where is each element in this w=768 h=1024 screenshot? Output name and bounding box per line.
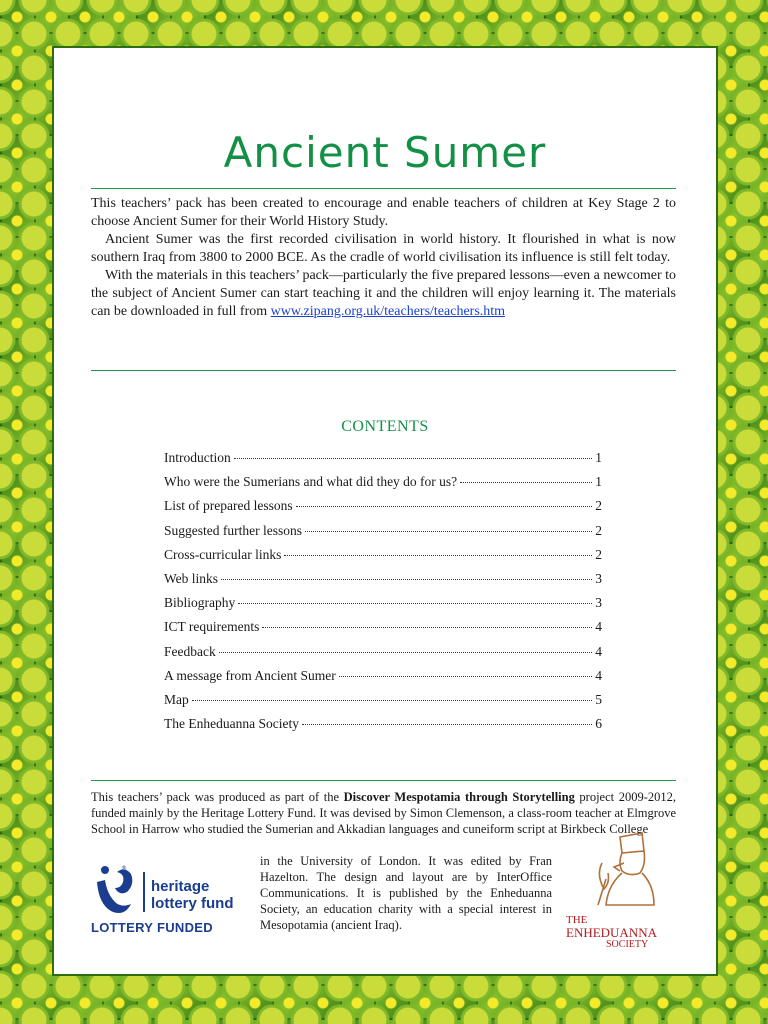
lottery-funded-label: LOTTERY FUNDED <box>91 920 213 935</box>
toc-leader-dots <box>460 482 592 483</box>
toc-entry-label: Bibliography <box>164 595 236 611</box>
credits-continued: in the University of London. It was edited by Fran Hazelton. The design and layout are by InterOffice Communications. It is published by the Enheduanna Society, an education charity with a special interest in Mesopotamia (ancient Iraq). <box>260 854 552 932</box>
enheduanna-society-logo <box>562 823 682 948</box>
footer-divider <box>91 780 676 781</box>
toc-entry-label: Introduction <box>164 450 231 465</box>
toc-leader-dots <box>305 531 592 532</box>
toc-entry <box>164 716 602 740</box>
toc-entry-page: 2 <box>595 546 602 562</box>
hlf-text-line2: lottery fund <box>151 895 234 912</box>
toc-entry-page: 5 <box>595 691 602 707</box>
toc-entry-page: 2 <box>595 522 602 538</box>
toc-entry-page: 4 <box>595 619 602 635</box>
toc-entry-label: Suggested further lessons <box>164 522 302 538</box>
toc-entry-page: 2 <box>595 498 602 514</box>
contents-heading: CONTENTS <box>341 418 429 435</box>
toc-entry-label: ICT requirements <box>164 619 260 635</box>
toc-entry <box>164 619 602 643</box>
toc-leader-dots <box>284 555 592 556</box>
project-name: Discover Mespotamia through Storytelling <box>343 790 575 804</box>
page-title: Ancient Sumer <box>223 128 547 177</box>
toc-entry <box>164 547 602 571</box>
intro-divider <box>91 370 676 371</box>
toc-leader-dots <box>302 724 592 725</box>
lottery-hands-icon <box>91 858 241 920</box>
credits-body: project 2009-2012, funded mainly by the Heritage Lottery Fund. It was devised by Simon Clemenson, a class-room teacher at Elmgrove School in Harrow who studied the Sumerian and Akkadian languages and cuneiform script at Birkbeck College <box>91 790 676 836</box>
heritage-lottery-fund-logo <box>91 858 241 938</box>
toc-leader-dots <box>262 627 592 628</box>
table-of-contents <box>164 450 602 740</box>
intro-paragraph-1: This teachers’ pack has been created to encourage and enable teachers of children at Key Stage 2 to choose Ancient Sumer for their World History Study. <box>91 196 676 229</box>
toc-entry-page: 6 <box>595 716 602 732</box>
toc-entry-label: Cross-curricular links <box>164 546 282 562</box>
toc-entry <box>164 474 602 498</box>
toc-entry-label: A message from Ancient Sumer <box>164 667 336 683</box>
toc-entry-label: List of prepared lessons <box>164 498 293 514</box>
society-text-society: SOCIETY <box>606 939 649 948</box>
document-page <box>54 48 716 974</box>
toc-entry-page: 4 <box>595 667 602 683</box>
toc-entry <box>164 668 602 692</box>
top-divider <box>91 188 676 189</box>
hlf-text-line1: heritage <box>151 878 210 895</box>
toc-entry <box>164 450 602 474</box>
toc-entry <box>164 498 602 522</box>
toc-entry-page: 1 <box>595 474 602 490</box>
toc-entry-label: Web links <box>164 570 219 586</box>
toc-leader-dots <box>221 579 592 580</box>
intro-paragraph-3 <box>91 267 676 321</box>
toc-leader-dots <box>234 458 593 459</box>
toc-entry-label: Who were the Sumerians and what did they do for us? <box>164 474 458 490</box>
download-link[interactable]: www.zipang.org.uk/teachers/teachers.htm <box>270 304 506 319</box>
toc-leader-dots <box>192 700 593 701</box>
toc-entry-page: 3 <box>595 570 602 586</box>
toc-leader-dots <box>339 676 593 677</box>
toc-entry-label: Feedback <box>164 643 216 659</box>
toc-entry-page: 4 <box>595 643 602 659</box>
toc-entry <box>164 692 602 716</box>
toc-entry <box>164 523 602 547</box>
toc-leader-dots <box>219 652 593 653</box>
toc-leader-dots <box>238 603 592 604</box>
enheduanna-figure-icon <box>562 823 682 948</box>
intro-paragraph-3-text: With the materials in this teachers’ pack—particularly the five prepared lessons—even a newcomer to the subject of Ancient Sumer can start teaching it and the children will enjoy learning it. The materials can be downloaded in full from <box>91 268 677 319</box>
svg-text:®: ® <box>121 865 127 872</box>
society-text-name: ENHEDUANNA <box>566 925 657 940</box>
toc-entry-page: 1 <box>595 450 602 465</box>
toc-entry <box>164 595 602 619</box>
society-text-the: THE <box>566 914 588 926</box>
toc-leader-dots <box>296 506 593 507</box>
intro-text <box>91 195 676 321</box>
credits-intro: This teachers’ pack was produced as part of the <box>91 790 344 804</box>
toc-entry-label: The Enheduanna Society <box>164 716 299 732</box>
toc-entry-page: 3 <box>595 595 602 611</box>
intro-paragraph-2: Ancient Sumer was the first recorded civilisation in world history. It flourished in what is now southern Iraq from 3800 to 2000 BCE. As the cradle of world civilisation its influence is still felt today. <box>91 232 676 265</box>
toc-entry <box>164 644 602 668</box>
toc-entry <box>164 571 602 595</box>
toc-entry-label: Map <box>164 691 189 707</box>
